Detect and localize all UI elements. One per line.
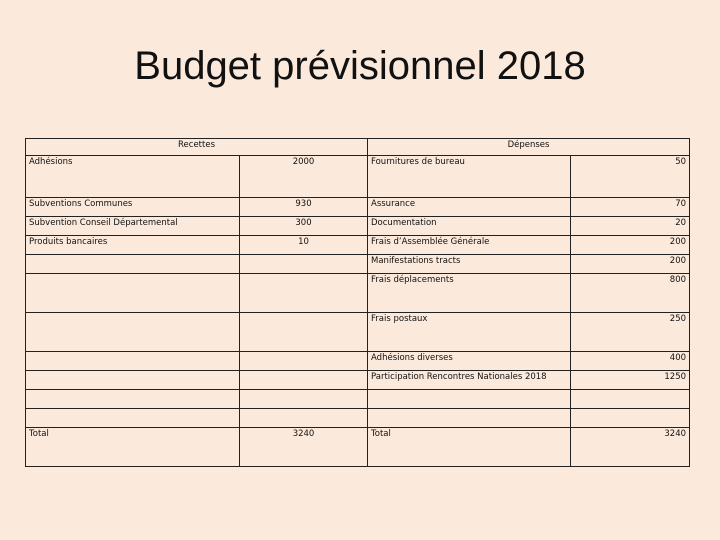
depenses-label: Frais déplacements	[368, 274, 571, 313]
table-row	[26, 236, 690, 255]
empty-cell	[368, 390, 571, 409]
depenses-label: Documentation	[368, 217, 571, 236]
recettes-value: 300	[240, 217, 368, 236]
recettes-value: 2000	[240, 156, 368, 198]
recettes-label: Subventions Communes	[26, 198, 240, 217]
table-row	[26, 390, 690, 409]
recettes-total-label: Total	[26, 428, 240, 467]
depenses-total-value: 3240	[571, 428, 690, 467]
header-row	[26, 139, 690, 156]
table-row	[26, 274, 690, 313]
depenses-label: Frais postaux	[368, 313, 571, 352]
recettes-label: Subvention Conseil Départemental	[26, 217, 240, 236]
empty-cell	[26, 255, 240, 274]
table-row	[26, 255, 690, 274]
table-row	[26, 198, 690, 217]
empty-cell	[571, 409, 690, 428]
depenses-value: 200	[571, 255, 690, 274]
table-row	[26, 313, 690, 352]
empty-cell	[240, 313, 368, 352]
recettes-label: Produits bancaires	[26, 236, 240, 255]
empty-cell	[26, 313, 240, 352]
table-row	[26, 409, 690, 428]
depenses-value: 1250	[571, 371, 690, 390]
depenses-value: 400	[571, 352, 690, 371]
empty-cell	[26, 274, 240, 313]
empty-cell	[240, 352, 368, 371]
depenses-value: 800	[571, 274, 690, 313]
recettes-value: 10	[240, 236, 368, 255]
depenses-value: 200	[571, 236, 690, 255]
depenses-value: 50	[571, 156, 690, 198]
total-row	[26, 428, 690, 467]
empty-cell	[240, 409, 368, 428]
depenses-total-label: Total	[368, 428, 571, 467]
budget-table	[25, 138, 690, 467]
depenses-value: 20	[571, 217, 690, 236]
empty-cell	[240, 371, 368, 390]
recettes-header: Recettes	[26, 139, 368, 156]
recettes-total-value: 3240	[240, 428, 368, 467]
table-row	[26, 156, 690, 198]
empty-cell	[368, 409, 571, 428]
depenses-header: Dépenses	[368, 139, 690, 156]
table-row	[26, 352, 690, 371]
depenses-label: Manifestations tracts	[368, 255, 571, 274]
recettes-value: 930	[240, 198, 368, 217]
page-title: Budget prévisionnel 2018	[134, 44, 586, 88]
empty-cell	[571, 390, 690, 409]
depenses-label: Fournitures de bureau	[368, 156, 571, 198]
depenses-label: Assurance	[368, 198, 571, 217]
depenses-label: Frais d’Assemblée Générale	[368, 236, 571, 255]
empty-cell	[26, 390, 240, 409]
depenses-label: Adhésions diverses	[368, 352, 571, 371]
depenses-value: 70	[571, 198, 690, 217]
table-row	[26, 371, 690, 390]
depenses-label: Participation Rencontres Nationales 2018	[368, 371, 571, 390]
depenses-value: 250	[571, 313, 690, 352]
empty-cell	[26, 352, 240, 371]
table-row	[26, 217, 690, 236]
empty-cell	[240, 274, 368, 313]
empty-cell	[26, 409, 240, 428]
empty-cell	[240, 255, 368, 274]
recettes-label: Adhésions	[26, 156, 240, 198]
empty-cell	[26, 371, 240, 390]
empty-cell	[240, 390, 368, 409]
